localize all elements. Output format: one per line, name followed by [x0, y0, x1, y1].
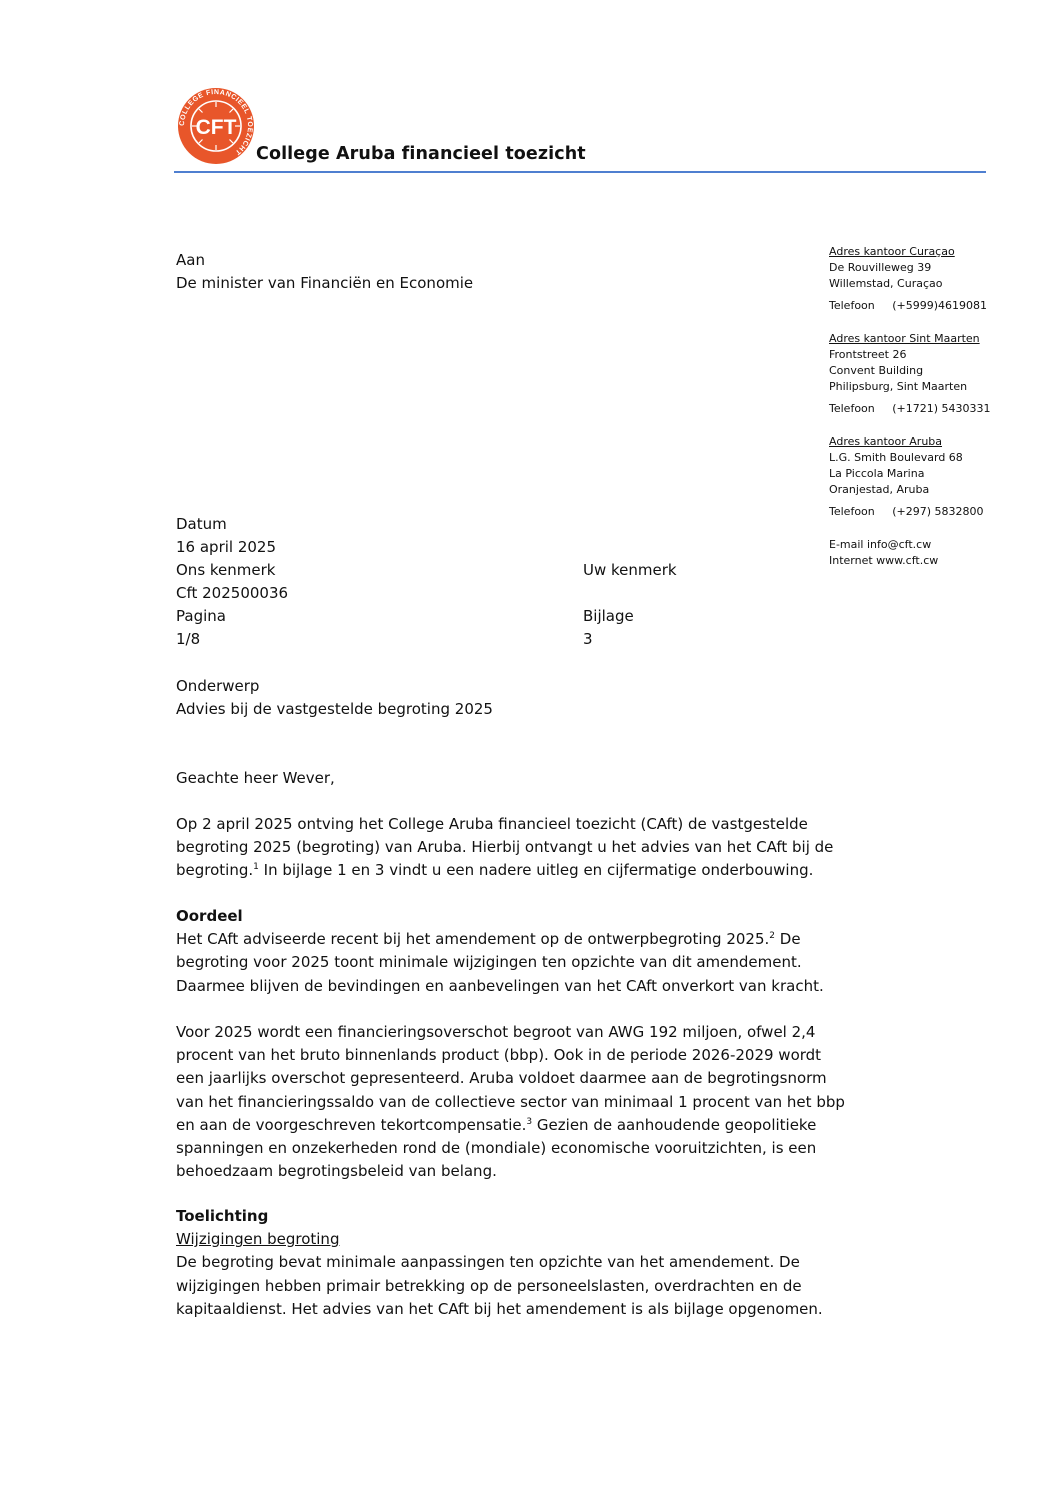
onderwerp-value: Advies bij de vastgestelde begroting 2025 — [176, 700, 493, 718]
text-line: De begroting bevat minimale aanpassingen ten opzichte van het amendement. De — [176, 1253, 800, 1272]
meta-left — [176, 513, 288, 651]
office-curacao-heading: Adres kantoor Curaçao — [829, 245, 955, 258]
section-heading-toelichting: Toelichting — [176, 1207, 269, 1225]
text-line: Het CAft adviseerde recent bij het amendement op de ontwerpbegroting 2025.$^2$ De — [176, 930, 801, 949]
text-line: kapitaaldienst. Het advies van het CAft bij het amendement is als bijlage opgenomen. — [176, 1299, 823, 1318]
office-curacao-phone: Telefoon (+5999)4619081 — [829, 299, 988, 312]
pagina-value: 1/8 — [176, 630, 201, 648]
office-curacao — [829, 244, 1029, 314]
onderwerp-label: Onderwerp — [176, 677, 260, 695]
footnote-ref[interactable]: 2 — [769, 931, 776, 942]
ons-kenmerk-value: Cft 202500036 — [176, 584, 289, 602]
office-aruba-line: Oranjestad, Aruba — [829, 483, 930, 496]
org-name: College Aruba financieel toezicht — [256, 144, 586, 164]
text-line: Op 2 april 2025 ontving het College Aruba financieel toezicht (CAft) de vastgestelde — [176, 815, 808, 833]
addressee-name: De minister van Financiën en Economie — [176, 274, 474, 292]
office-sint-maarten — [829, 331, 1029, 417]
text-line: begroting.$^1$ In bijlage 1 en 3 vindt u een nadere uitleg en cijfermatige onderbouwing. — [176, 861, 814, 880]
salutation: Geachte heer Wever, — [176, 769, 335, 787]
uw-kenmerk-label: Uw kenmerk — [583, 561, 677, 579]
pagina-label: Pagina — [176, 607, 226, 625]
text-line: procent van het bruto binnenlands product (bbp). Ook in de periode 2026-2029 wordt — [176, 1046, 822, 1065]
text-line: wijzigingen hebben primair betrekking op de personeelslasten, overdrachten en de — [176, 1276, 802, 1295]
datum-value: 16 april 2025 — [176, 538, 277, 556]
ons-kenmerk-label: Ons kenmerk — [176, 561, 276, 579]
text-line: Voor 2025 wordt een financieringsoverschot begroot van AWG 192 miljoen, ofwel 2,4 — [176, 1023, 816, 1041]
office-aruba-line: L.G. Smith Boulevard 68 — [829, 451, 963, 464]
office-sint-maarten-heading: Adres kantoor Sint Maarten — [829, 332, 980, 345]
text-line: spanningen en onzekerheden rond de (mondiale) economische vooruitzichten, is een — [176, 1139, 817, 1158]
bijlage-label: Bijlage — [583, 607, 634, 625]
office-aruba-heading: Adres kantoor Aruba — [829, 435, 943, 448]
text-line: en aan de voorgeschreven tekortcompensatie.$^3$ Gezien de aanhoudende geopolitieke — [176, 1115, 817, 1134]
addressee-block — [176, 249, 473, 295]
header-rule — [174, 171, 986, 173]
subject-block — [176, 675, 493, 721]
text-line: begroting 2025 (begroting) van Aruba. Hierbij ontvangt u het advies van het CAft bij de — [176, 838, 834, 857]
office-sint-maarten-line: Frontstreet 26 — [829, 348, 907, 361]
datum-label: Datum — [176, 515, 227, 533]
footnote-ref[interactable]: 1 — [253, 862, 259, 873]
office-sint-maarten-phone: Telefoon (+1721) 5430331 — [829, 402, 991, 415]
office-sint-maarten-line: Philipsburg, Sint Maarten — [829, 380, 968, 393]
bijlage-value: 3 — [583, 630, 593, 648]
meta-right — [583, 559, 677, 651]
logo-ring-text: COLLEGE FINANCIEEL TOEZICHT — [178, 88, 254, 157]
oordeel-paragraph-2 — [176, 1021, 845, 1183]
addressee-label: Aan — [176, 251, 205, 269]
office-curacao-line: Willemstad, Curaçao — [829, 277, 943, 290]
office-sint-maarten-line: Convent Building — [829, 364, 924, 377]
section-heading-oordeel: Oordeel — [176, 907, 243, 925]
text-line: Daarmee blijven de bevindingen en aanbevelingen van het CAft onverkort van kracht. — [176, 976, 824, 995]
text-line: van het financieringssaldo van de collectieve sector van minimaal 1 procent van het bbp — [176, 1092, 845, 1111]
text-line: begroting voor 2025 toont minimale wijzigingen ten opzichte van dit amendement. — [176, 953, 802, 972]
office-aruba-phone: Telefoon (+297) 5832800 — [829, 505, 984, 518]
oordeel-section — [176, 905, 824, 998]
office-curacao-line: De Rouvilleweg 39 — [829, 261, 932, 274]
toelichting-section — [176, 1205, 823, 1321]
subheading-wijzigingen: Wijzigingen begroting — [176, 1230, 340, 1249]
text-line: behoedzaam begrotingsbeleid van belang. — [176, 1162, 497, 1181]
intro-paragraph — [176, 813, 833, 883]
contact-email: E-mail info@cft.cw — [829, 538, 932, 551]
text-line: een jaarlijks overschot gepresenteerd. Aruba voldoet daarmee aan de begrotingsnorm — [176, 1069, 827, 1088]
office-aruba-line: La Piccola Marina — [829, 467, 925, 480]
cft-logo-icon — [176, 86, 256, 166]
logo-text: CFT — [195, 116, 237, 139]
contact-internet: Internet www.cft.cw — [829, 554, 939, 567]
office-aruba — [829, 434, 1029, 520]
footnote-ref[interactable]: 3 — [526, 1116, 533, 1127]
